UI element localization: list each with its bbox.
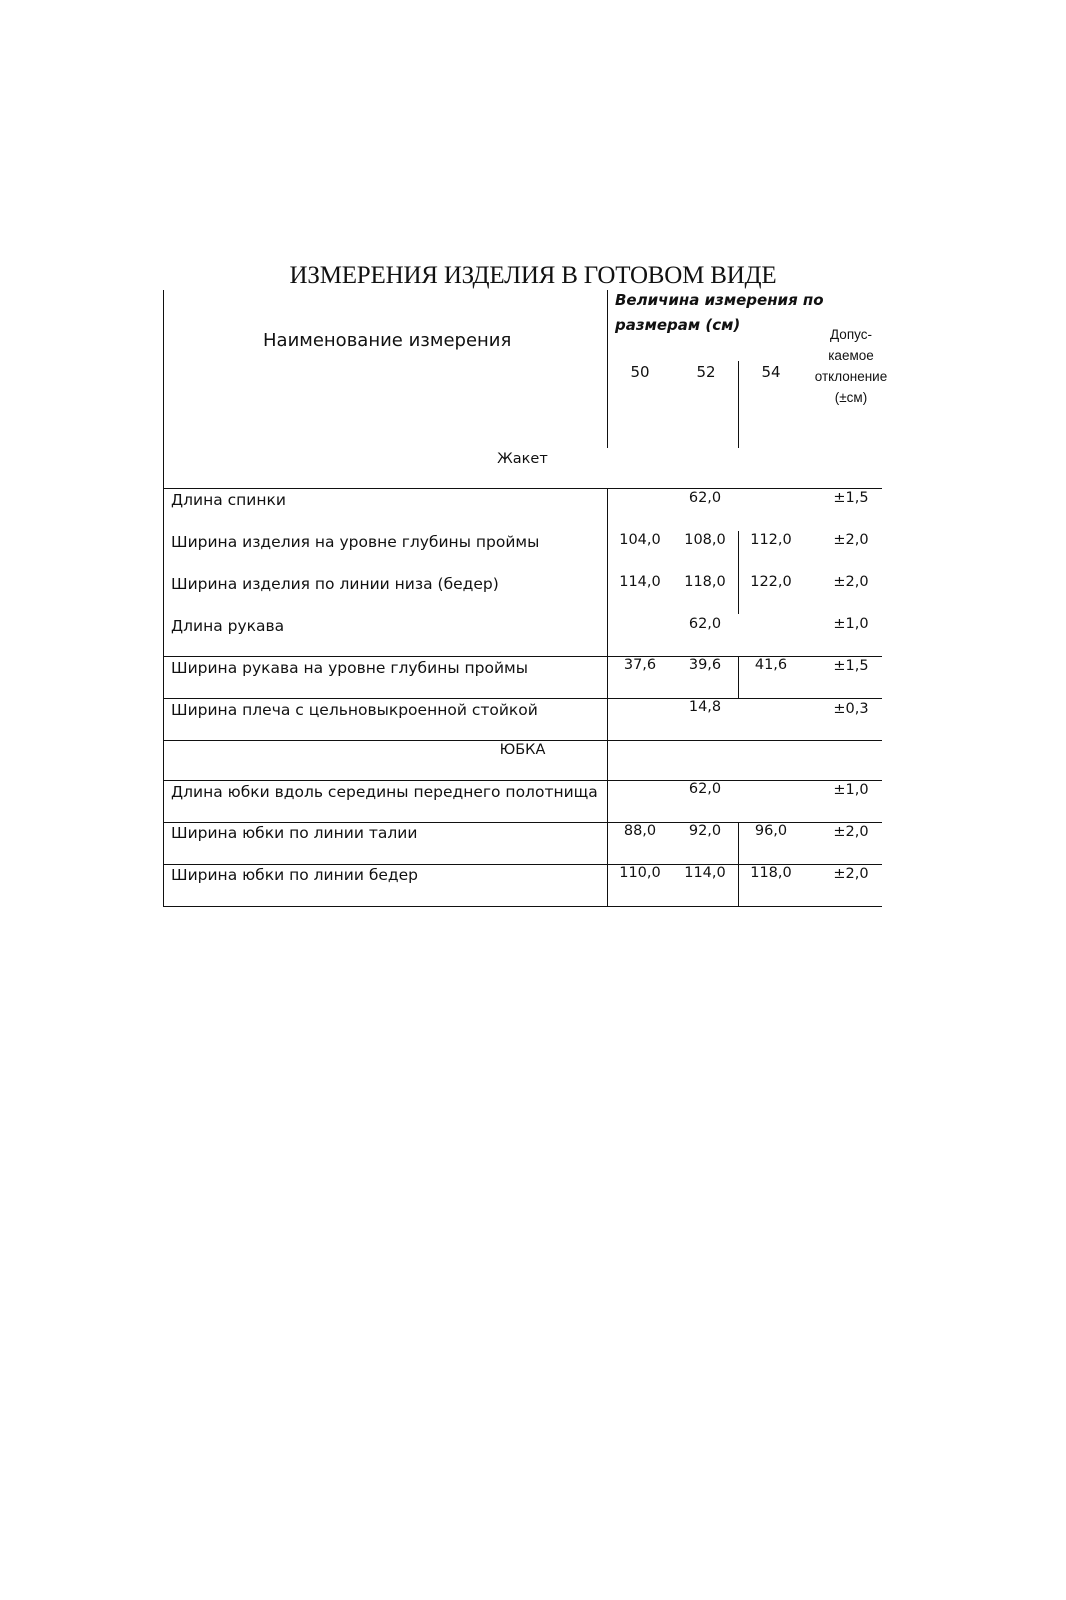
row-value-50: 114,0 (619, 574, 661, 590)
row-tolerance: ±1,5 (833, 490, 869, 506)
row-value-54: 96,0 (754, 823, 788, 839)
row-tolerance: ±0,3 (833, 701, 869, 717)
section-title-jacket: Жакет (497, 451, 548, 467)
row-tolerance: ±2,0 (833, 532, 869, 548)
size-52-header: 52 (696, 363, 716, 381)
row-divider (163, 780, 882, 781)
row-divider (163, 698, 882, 699)
size-54-divider (738, 361, 739, 448)
row-value-all: 62,0 (688, 781, 722, 797)
row-tolerance: ±2,0 (833, 866, 869, 882)
row-tolerance: ±1,0 (833, 782, 869, 798)
row-value-50: 110,0 (619, 865, 661, 881)
row-value-50: 104,0 (619, 532, 661, 548)
row-label: Ширина юбки по линии бедер (171, 866, 419, 884)
section-title-skirt: ЮБКА (499, 742, 546, 758)
header-sizes-title-line1: Величина измерения по (615, 291, 824, 309)
header-sizes-title-line2: размерам (см) (615, 316, 741, 334)
row-value-52: 114,0 (684, 865, 726, 881)
row-value-all: 62,0 (688, 616, 722, 632)
row-value-54: 122,0 (750, 574, 792, 590)
size-54-header: 54 (761, 363, 781, 381)
header-tolerance-line2: каемое (828, 348, 874, 363)
header-sizes-title (615, 288, 824, 338)
name-column-divider (607, 290, 608, 448)
row-value-54: 41,6 (754, 657, 788, 673)
row-value-all: 14,8 (688, 699, 722, 715)
header-tolerance-line3: отклонение (814, 369, 888, 384)
row-value-50: 88,0 (623, 823, 657, 839)
header-name: Наименование измерения (263, 330, 512, 351)
row-value-52: 39,6 (688, 657, 722, 673)
row-tolerance: ±1,5 (833, 658, 869, 674)
header-tolerance-line1: Допус- (830, 327, 872, 342)
row-divider (163, 488, 882, 489)
row-label: Ширина рукава на уровне глубины проймы (171, 659, 528, 677)
row-tolerance: ±1,0 (833, 616, 869, 632)
table-left-border (163, 290, 164, 907)
row-tolerance: ±2,0 (833, 824, 869, 840)
row-divider (163, 740, 882, 741)
row-value-52: 92,0 (688, 823, 722, 839)
row-value-50: 37,6 (623, 657, 657, 673)
row-value-52: 108,0 (684, 532, 726, 548)
header-tolerance (806, 324, 896, 408)
size-50-header: 50 (630, 363, 650, 381)
row-label: Ширина изделия на уровне глубины проймы (171, 533, 540, 551)
page-title: ИЗМЕРЕНИЯ ИЗДЕЛИЯ В ГОТОВОМ ВИДЕ (289, 262, 777, 289)
row-label: Длина рукава (171, 617, 285, 635)
row-value-54: 118,0 (750, 865, 792, 881)
row-value-all: 62,0 (688, 490, 722, 506)
row-value-54: 112,0 (750, 532, 792, 548)
row-label: Ширина изделия по линии низа (бедер) (171, 575, 499, 593)
row-tolerance: ±2,0 (833, 574, 869, 590)
row-label: Ширина юбки по линии талии (171, 824, 418, 842)
table-bottom-border (163, 906, 882, 907)
row-label: Ширина плеча с цельновыкроенной стойкой (171, 701, 538, 719)
row-value-52: 118,0 (684, 574, 726, 590)
row-label: Длина спинки (171, 491, 286, 509)
header-tolerance-line4: (±см) (834, 390, 868, 405)
row-label: Длина юбки вдоль середины переднего полотнища (171, 783, 598, 801)
